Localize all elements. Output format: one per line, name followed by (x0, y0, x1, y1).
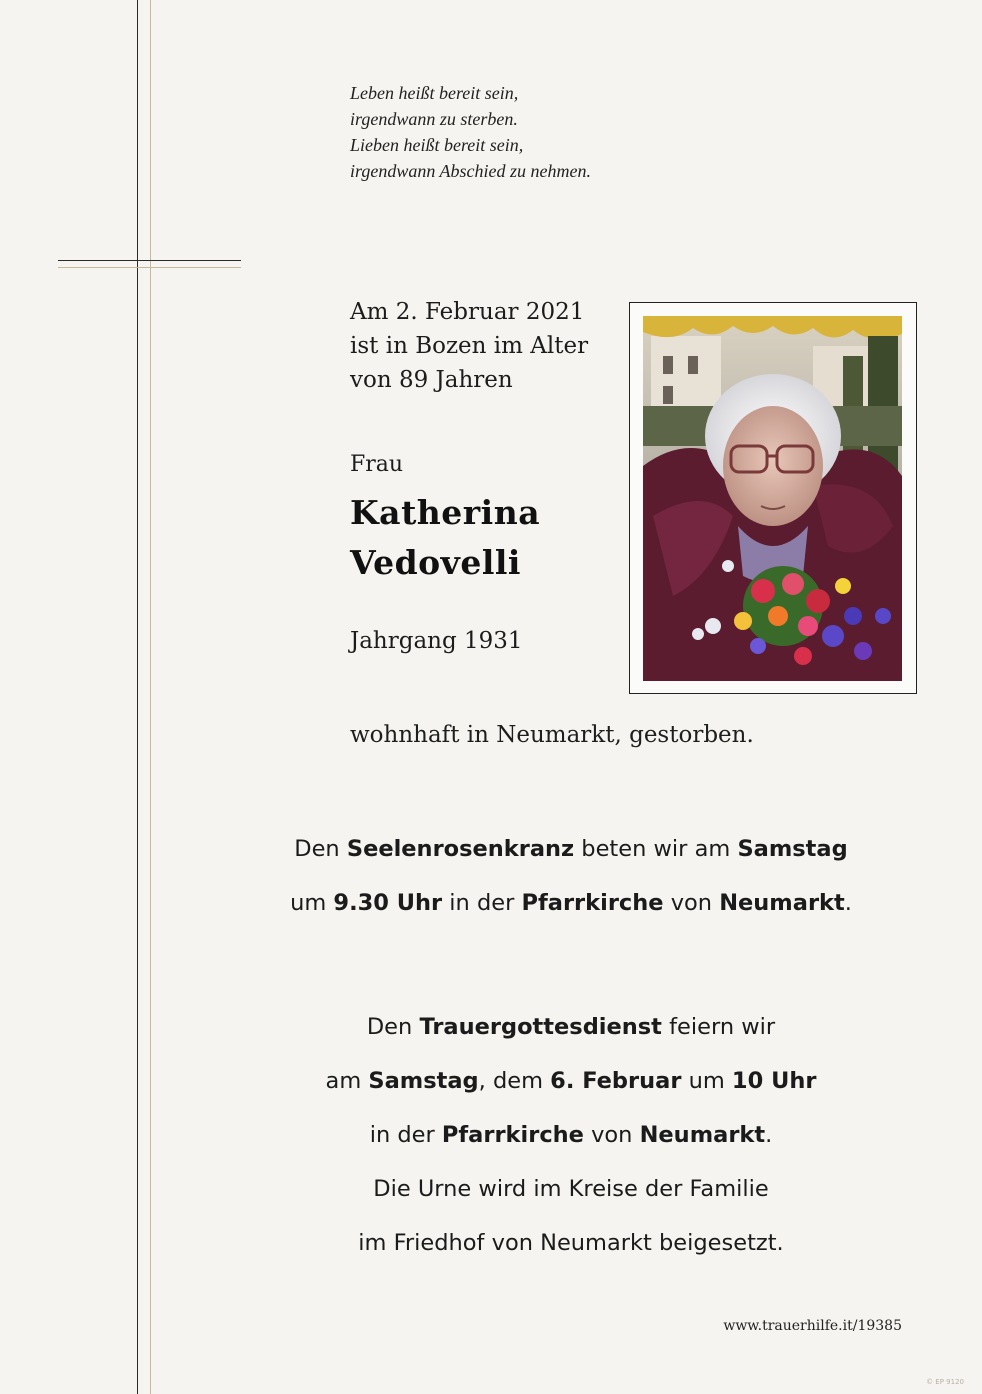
text: von (663, 890, 720, 916)
residence-text: wohnhaft in Neumarkt, gestorben. (350, 722, 754, 748)
rosary-line-1 (160, 822, 982, 876)
intro-line: von 89 Jahren (350, 367, 513, 393)
service-date: 6. Februar (550, 1068, 682, 1094)
quote-line: Lieben heißt bereit sein, (350, 135, 524, 155)
rosary-town: Neumarkt (719, 890, 845, 916)
text: um (290, 890, 334, 916)
portrait-image (643, 316, 902, 681)
service-church: Pfarrkirche (441, 1122, 584, 1148)
service-line-4: Die Urne wird im Kreise der Familie (373, 1176, 769, 1202)
rosary-announcement (160, 822, 982, 930)
salutation: Frau (350, 452, 404, 477)
service-line-1 (160, 1000, 982, 1054)
last-name: Vedovelli (350, 543, 521, 582)
service-line-3 (160, 1108, 982, 1162)
text: in der (369, 1122, 442, 1148)
footer-url: www.trauerhilfe.it/19385 (723, 1318, 902, 1334)
service-line-5: im Friedhof von Neumarkt beigesetzt. (358, 1230, 784, 1256)
service-day: Samstag (368, 1068, 479, 1094)
rosary-church: Pfarrkirche (521, 890, 664, 916)
quote-line: Leben heißt bereit sein, (350, 83, 519, 103)
service-term: Trauergottesdienst (419, 1014, 662, 1040)
service-time: 10 Uhr (731, 1068, 817, 1094)
quote-line: irgendwann Abschied zu nehmen. (350, 161, 591, 181)
text: Den (294, 836, 347, 862)
text: beten wir am (574, 836, 738, 862)
death-announcement (350, 295, 630, 397)
rosary-time: 9.30 Uhr (333, 890, 443, 916)
text: Den (366, 1014, 420, 1040)
portrait-photo (643, 316, 902, 681)
portrait-frame (629, 302, 917, 694)
cross-vertical-bar (137, 0, 151, 1394)
first-name: Katherina (350, 493, 541, 532)
intro-line: Am 2. Februar 2021 (350, 299, 585, 325)
quote-line: irgendwann zu sterben. (350, 109, 518, 129)
service-line-2 (160, 1054, 982, 1108)
print-code: © EP 9120 (926, 1378, 964, 1386)
text: . (765, 1122, 773, 1148)
funeral-service-announcement (160, 1000, 982, 1270)
rosary-day: Samstag (737, 836, 848, 862)
text: . (844, 890, 852, 916)
intro-line: ist in Bozen im Alter (350, 333, 589, 359)
text: von (583, 1122, 640, 1148)
memorial-quote (350, 80, 770, 184)
deceased-name (350, 488, 540, 588)
text: in der (442, 890, 522, 916)
rosary-line-2 (160, 876, 982, 930)
service-town: Neumarkt (639, 1122, 766, 1148)
text: um (681, 1068, 732, 1094)
rosary-term: Seelenrosenkranz (346, 836, 575, 862)
birth-year: Jahrgang 1931 (350, 628, 523, 654)
text: am (325, 1068, 369, 1094)
text: , dem (478, 1068, 551, 1094)
cross-horizontal-bar (58, 260, 241, 268)
text: feiern wir (661, 1014, 776, 1040)
